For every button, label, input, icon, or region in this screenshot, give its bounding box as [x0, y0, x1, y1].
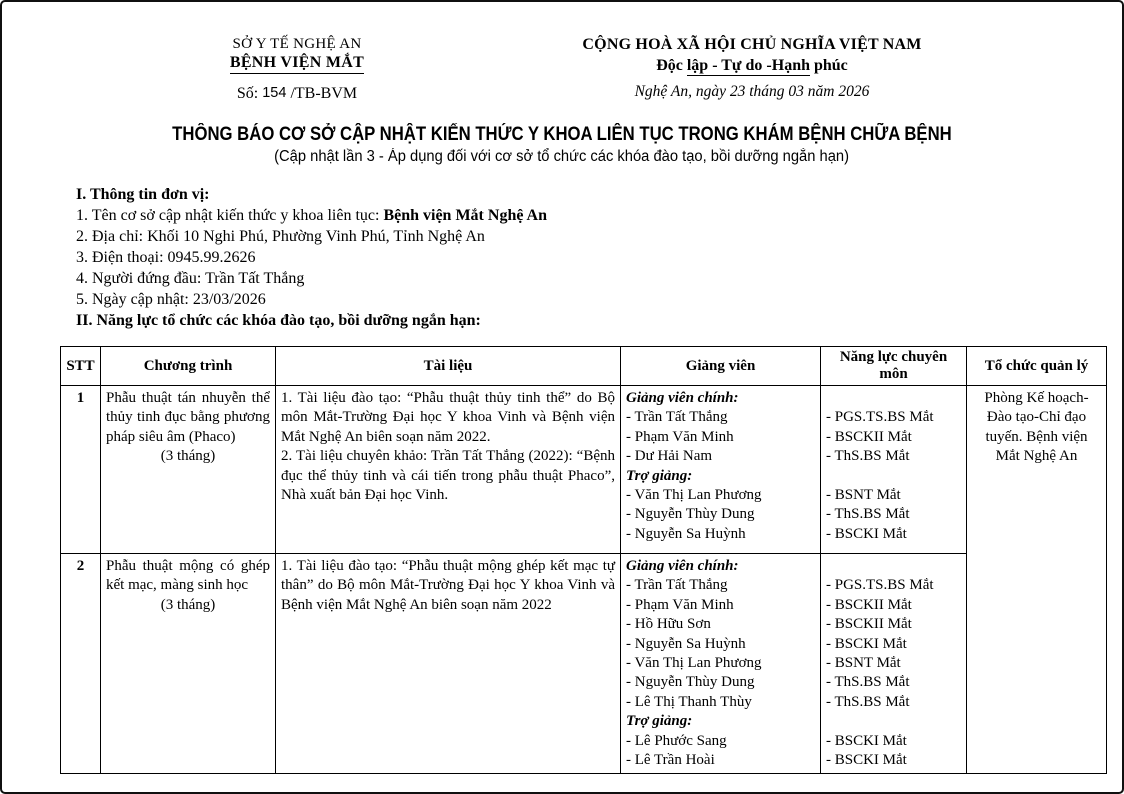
program-duration: (3 tháng): [160, 596, 216, 613]
table-row: [61, 554, 1107, 774]
parent-organization: SỞ Y TẾ NGHỆ AN: [232, 36, 362, 52]
letterhead-left: [142, 36, 452, 103]
material-item: 1. Tài liệu đào tạo: “Phẫu thuật mộng ghép kết mạc tự thân” do Bộ môn Mắt-Trường Đại học Y khoa Vinh và Bệnh viện Mắt Nghệ An biên soạn năm 2022: [281, 558, 615, 613]
lecturer-item: - Lê Phước Sang: [626, 732, 727, 749]
materials-cell: [276, 386, 621, 554]
document-subtitle: (Cập nhật lần 3 - Áp dụng đối với cơ sở tổ chức các khóa đào tạo, bồi dưỡng ngắn hạn): [274, 148, 850, 165]
competency-item: - ThS.BS Mắt: [826, 674, 910, 691]
competency-item: - BSCKI Mắt: [826, 752, 907, 769]
competency-item: - PGS.TS.BS Mắt: [826, 409, 934, 426]
unit-info-item: 3. Điện thoại: 0945.99.2626: [76, 249, 256, 266]
lecturer-item: - Văn Thị Lan Phương: [626, 655, 762, 672]
competency-item: - BSCKI Mắt: [826, 525, 907, 542]
program-name: Phẫu thuật tán nhuyễn thể thủy tinh đục bằng phương pháp siêu âm (Phaco): [106, 390, 270, 445]
lecturer-item: - Trần Tất Thắng: [626, 577, 728, 594]
competency-item: - ThS.BS Mắt: [826, 448, 910, 465]
lecturer-item: - Hồ Hữu Sơn: [626, 616, 711, 633]
competency-item: [826, 467, 961, 486]
competency-cell: [821, 386, 967, 554]
lecturer-item: - Trần Tất Thắng: [626, 409, 728, 426]
document-number-value: 154: [262, 85, 287, 101]
lecturer-item: - Nguyễn Thùy Dung: [626, 506, 755, 523]
lecturer-item: - Dư Hải Nam: [626, 448, 713, 465]
unit-info-list: [76, 205, 1066, 310]
lecturer-item: - Lê Trần Hoài: [626, 752, 715, 769]
competency-item: - BSCKI Mắt: [826, 732, 907, 749]
column-header: Giảng viên: [621, 347, 821, 386]
unit-name-value: Bệnh viện Mắt Nghệ An: [383, 207, 548, 224]
document-number-suffix: /TB-BVM: [286, 85, 358, 102]
place-and-date: Nghệ An, ngày 23 tháng 03 năm 2026: [634, 83, 870, 100]
lecturer-item: - Nguyễn Thùy Dung: [626, 674, 755, 691]
lecturer-group-heading: Giảng viên chính:: [626, 390, 739, 406]
unit-info-section: [76, 184, 1066, 331]
program-cell: [101, 554, 276, 774]
section-2-heading: II. Năng lực tổ chức các khóa đào tạo, bồi dưỡng ngắn hạn:: [76, 312, 481, 329]
stt-cell: 2: [61, 554, 101, 774]
column-header: Tài liệu: [276, 347, 621, 386]
competency-cell: [821, 554, 967, 774]
material-item: 1. Tài liệu đào tạo: “Phẫu thuật thủy tinh thể” do Bộ môn Mắt-Trường Đại học Y khoa Vinh và Bệnh viện Mắt Nghệ An biên soạn năm 2022.: [281, 390, 615, 445]
competency-item: - BSCKI Mắt: [826, 635, 907, 652]
lecturer-item: - Phạm Văn Minh: [626, 596, 734, 613]
unit-info-item: 2. Địa chỉ: Khối 10 Nghi Phú, Phường Vinh Phú, Tỉnh Nghệ An: [76, 228, 485, 245]
lecturer-group-heading: Giảng viên chính:: [626, 558, 739, 574]
lecturer-group-heading: Trợ giảng:: [626, 713, 693, 730]
lecturer-item: - Văn Thị Lan Phương: [626, 487, 762, 504]
competency-item: - PGS.TS.BS Mắt: [826, 577, 934, 594]
section-1-heading: I. Thông tin đơn vị:: [76, 186, 210, 203]
competency-item: - BSCKII Mắt: [826, 596, 912, 613]
document-number: [142, 85, 452, 103]
competency-item: - ThS.BS Mắt: [826, 506, 910, 523]
materials-cell: [276, 554, 621, 774]
lecturer-item: - Lê Thị Thanh Thùy: [626, 693, 752, 710]
training-capacity-table: [60, 346, 1107, 774]
document-number-label: Số:: [236, 85, 263, 102]
competency-item: - ThS.BS Mắt: [826, 693, 910, 710]
lecturer-item: - Nguyễn Sa Huỳnh: [626, 525, 746, 542]
document-title: THÔNG BÁO CƠ SỞ CẬP NHẬT KIẾN THỨC Y KHOA LIÊN TỤC TRONG KHÁM BỆNH CHỮA BỆNH: [172, 124, 952, 145]
lecturer-item: - Phạm Văn Minh: [626, 428, 734, 445]
management-unit-cell: Phòng Kế hoạch-Đào tạo-Chỉ đạo tuyến. Bệnh viện Mắt Nghệ An: [967, 386, 1107, 774]
lecturers-cell: [621, 386, 821, 554]
stt-cell: 1: [61, 386, 101, 554]
unit-info-item: 1. Tên cơ sở cập nhật kiến thức y khoa liên tục: Bệnh viện Mắt Nghệ An: [76, 207, 548, 224]
column-header: Tổ chức quản lý: [967, 347, 1107, 386]
national-title: CỘNG HOÀ XÃ HỘI CHỦ NGHĨA VIỆT NAM: [582, 36, 922, 53]
unit-info-item: 5. Ngày cập nhật: 23/03/2026: [76, 291, 266, 308]
table-header-row: [61, 347, 1107, 386]
column-header: Chương trình: [101, 347, 276, 386]
unit-info-item: 4. Người đứng đầu: Trần Tất Thắng: [76, 270, 305, 287]
competency-item: [826, 557, 961, 576]
organization-name: BỆNH VIỆN MẮT: [142, 54, 452, 74]
lecturer-item: - Nguyễn Sa Huỳnh: [626, 635, 746, 652]
competency-item: - BSCKII Mắt: [826, 616, 912, 633]
program-name: Phẫu thuật mộng có ghép kết mạc, màng sinh học: [106, 558, 270, 594]
national-motto: Độc lập - Tự do -Hạnh phúc: [656, 57, 848, 74]
competency-item: - BSNT Mắt: [826, 487, 901, 504]
competency-item: [826, 712, 961, 731]
letterhead-right: [522, 36, 982, 101]
competency-item: - BSCKII Mắt: [826, 428, 912, 445]
competency-item: [826, 389, 961, 408]
program-cell: [101, 386, 276, 554]
table-row: [61, 386, 1107, 554]
competency-item: - BSNT Mắt: [826, 655, 901, 672]
table-body: [61, 386, 1107, 774]
column-header: Năng lực chuyên môn: [821, 347, 967, 386]
lecturer-group-heading: Trợ giảng:: [626, 467, 693, 484]
material-item: 2. Tài liệu chuyên khảo: Trần Tất Thắng (2022): “Bệnh đục thể thủy tinh và cái tiến trong phẫu thuật Phaco”, Nhà xuất bản Đại học Vinh.: [281, 448, 615, 504]
column-header: STT: [61, 347, 101, 386]
program-duration: (3 tháng): [160, 448, 216, 465]
lecturers-cell: [621, 554, 821, 774]
